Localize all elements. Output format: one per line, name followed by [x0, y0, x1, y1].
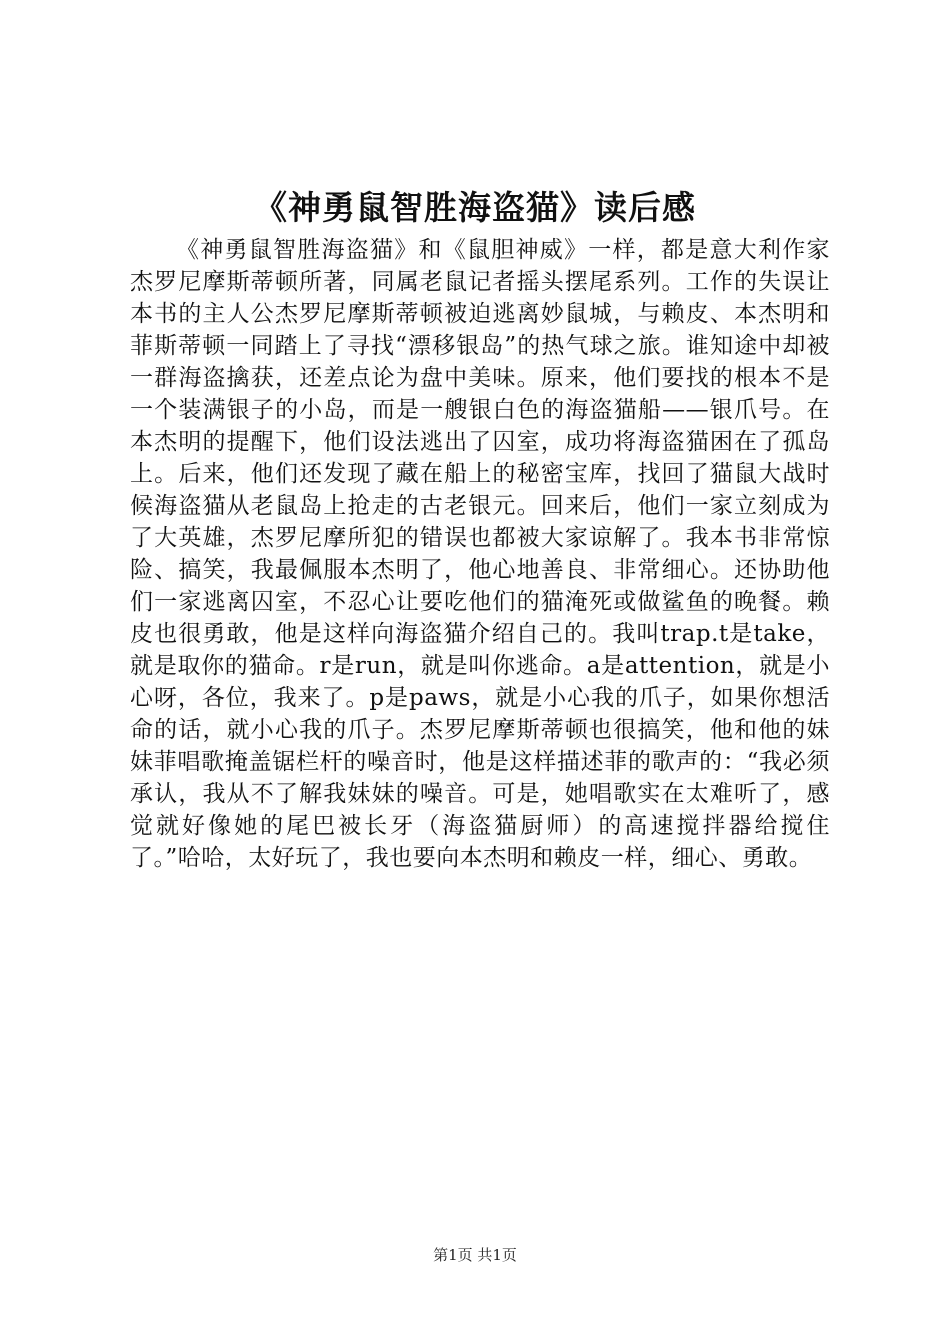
- document-title: 《神勇鼠智胜海盗猫》读后感: [254, 188, 696, 227]
- page-footer: 第1页 共1页: [433, 1246, 517, 1264]
- body-paragraph: 《神勇鼠智胜海盗猫》和《鼠胆神威》一样，都是意大利作家杰罗尼摩斯蒂顿所著，同属老鼠记者摇头摆尾系列。工作的失误让本书的主人公杰罗尼摩斯蒂顿被迫逃离妙鼠城，与赖皮、本杰明和菲斯蒂顿一同踏上了寻找“漂移银岛”的热气球之旅。谁知途中却被一群海盗擒获，还差点论为盘中美味。原来，他们要找的根本不是一个装满银子的小岛，而是一艘银白色的海盗猫船——银爪号。在本杰明的提醒下，他们设法逃出了囚室，成功将海盗猫困在了孤岛上。后来，他们还发现了藏在船上的秘密宝库，找回了猫鼠大战时候海盗猫从老鼠岛上抢走的古老银元。回来后，他们一家立刻成为了大英雄，杰罗尼摩所犯的错误也都被大家谅解了。我本书非常惊险、搞笑，我最佩服本杰明了，他心地善良、非常细心。还协助他们一家逃离囚室，不忍心让要吃他们的猫淹死或做鲨鱼的晚餐。赖皮也很勇敢，他是这样向海盗猫介绍自己的。我叫trap.t是take，就是取你的猫命。r是run，就是叫你逃命。a是attention，就是小心呀，各位，我来了。p是paws，就是小心我的爪子，如果你想活命的话，就小心我的爪子。杰罗尼摩斯蒂顿也很搞笑，他和他的妹妹菲唱歌掩盖锯栏杆的噪音时，他是这样描述菲的歌声的：“我必须承认，我从不了解我妹妹的噪音。可是，她唱歌实在太难听了，感觉就好像她的尾巴被长牙（海盗猫厨师）的高速搅拌器给搅住了。”哈哈，太好玩了，我也要向本杰明和赖皮一样，细心、勇敢。: [130, 237, 830, 871]
